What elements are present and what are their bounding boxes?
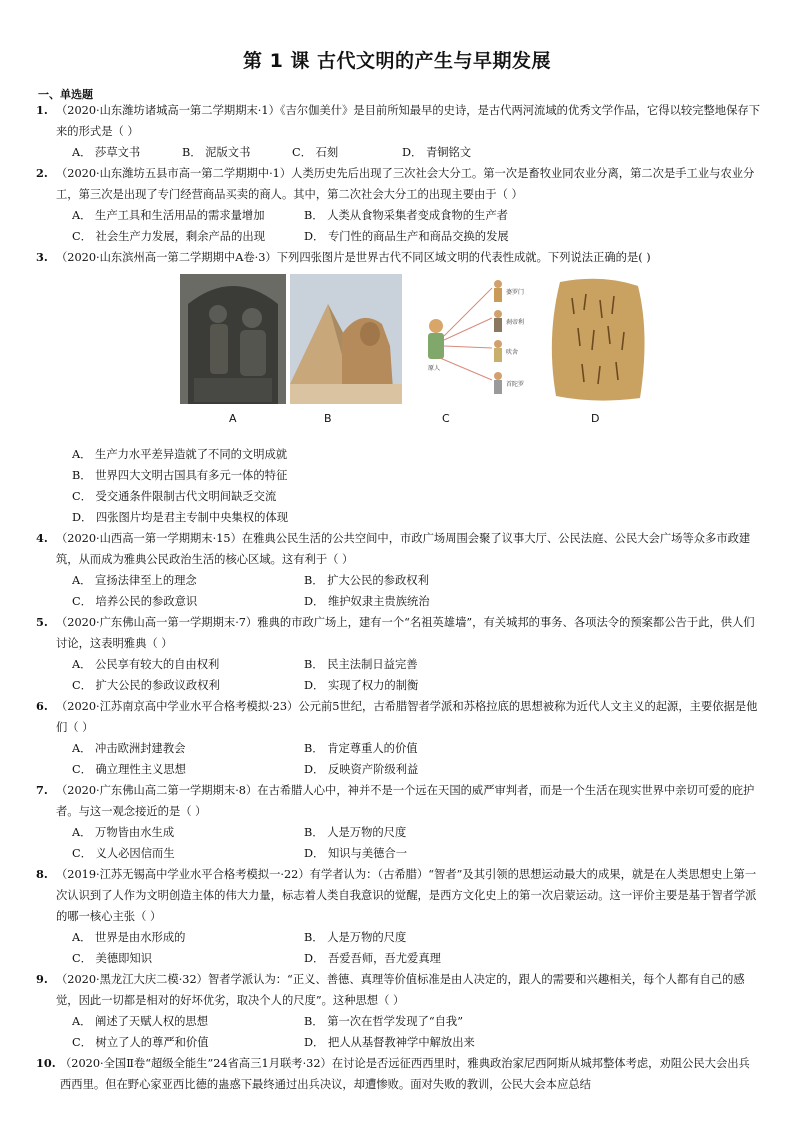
question-stem: （2020·江苏南京高中学业水平合格考模拟·23）公元前5世纪，古希腊智者学派和苏格拉底的思想被称为近代人文主义的起源，主要依据是他们（ ） — [56, 700, 758, 734]
option-a: A． 宣扬法律至上的理念 — [72, 574, 197, 587]
caste-label-shudra: 首陀罗 — [506, 381, 525, 388]
option-b: B． 人是万物的尺度 — [304, 826, 407, 839]
question-4 — [36, 528, 760, 612]
question-stem: （2020·山东潍坊五县市高一第二学期期中·1）人类历史先后出现了三次社会大分工。第一次是畜牧业同农业分离，第二次是手工业与农业分工，第三次是出现了专门经营商品买卖的商人。其中，第二次社会大分工的出现主要由于（ ） — [56, 167, 755, 201]
question-10 — [36, 1053, 760, 1095]
question-number: 2. — [36, 166, 48, 180]
question-list — [36, 100, 760, 1095]
option-d: D． 青铜铭文 — [402, 146, 472, 159]
option-c: C． 社会生产力发展，剩余产品的出现 — [72, 230, 265, 243]
question-stem: （2020·广东佛山高一第一学期期末·7）雅典的市政广场上，建有一个“名祖英雄墙”，有关城邦的事务、各项法令的预案都公告于此，供人们讨论，这表明雅典（ ） — [56, 616, 755, 650]
page-title: 第 1 课 古代文明的产生与早期发展 — [242, 50, 552, 72]
option-d: D． 四张图片均是君主专制中央集权的体现 — [72, 511, 288, 524]
caste-diagram-image — [406, 274, 536, 404]
question-number: 10. — [36, 1056, 56, 1070]
option-b: B． 肯定尊重人的价值 — [304, 742, 418, 755]
oracle-bone-image — [542, 274, 652, 404]
option-d: D． 知识与美德合一 — [304, 847, 408, 860]
question-number: 1. — [36, 103, 48, 117]
question-stem: （2020·山东潍坊诸城高一第二学期期末·1）《吉尔伽美什》是目前所知最早的史诗，是古代两河流域的优秀文学作品，它得以较完整地保存下来的形式是（ ） — [56, 104, 760, 138]
hammurabi-stele-image — [180, 274, 286, 404]
option-b: B． 人类从食物采集者变成食物的生产者 — [304, 209, 508, 222]
option-d: D． 吾爱吾师，吾尤爱真理 — [304, 952, 441, 965]
option-c: C． 美德即知识 — [72, 952, 153, 965]
question-5 — [36, 612, 760, 696]
question-number: 6. — [36, 699, 48, 713]
option-c: C． 义人必因信而生 — [72, 847, 175, 860]
question-6 — [36, 696, 760, 780]
option-a: A． 阐述了天赋人权的思想 — [72, 1015, 209, 1028]
option-d: D． 反映资产阶级利益 — [304, 763, 419, 776]
pyramid-sphinx-image — [290, 274, 402, 404]
question-stem: （2020·山东滨州高一第二学期期中A卷·3）下列四张图片是世界古代不同区域文明的代表性成就。下列说法正确的是( ) — [56, 251, 651, 264]
option-a: A． 万物皆由水生成 — [72, 826, 175, 839]
option-c: C． 石刻 — [292, 146, 339, 159]
question-stem: （2020·全国Ⅱ卷“超级全能生”24省高三1月联考·32）在讨论是否远征西西里时，雅典政治家尼西阿斯从城邦整体考虑，劝阻公民大会出兵西西里。但在野心家亚西比德的蛊惑下最终通过出兵决议，却遭惨败。面对失败的教训，公民大会本应总结 — [60, 1057, 750, 1091]
option-c: C． 培养公民的参政意识 — [72, 595, 198, 608]
question-stem: （2020·黑龙江大庆二模·32）智者学派认为：“正义、善德、真理等价值标准是由人决定的，跟人的需要和兴趣相关，每个人都有自己的感觉，因此一切都是相对的好坏优劣，取决个人的尺度”。这种思想（ ） — [56, 973, 745, 1007]
option-a: A． 冲击欧洲封建教会 — [72, 742, 186, 755]
figure-row — [36, 268, 760, 444]
question-stem: （2019·江苏无锡高中学业水平合格考模拟一·22）有学者认为：（古希腊）“智者”及其引领的思想运动最大的成果，就是在人类思想史上第一次认识到了人作为文明创造主体的伟大力量，标志着人类自我意识的觉醒，是西方文化史上的第一次启蒙运动。这一评价主要是基于智者学派的哪一核心主张（ ） — [56, 868, 757, 923]
option-c: C． 扩大公民的参政议政权利 — [72, 679, 220, 692]
option-a: A． 莎草文书 — [72, 146, 141, 159]
option-c: C． 树立了人的尊严和价值 — [72, 1036, 209, 1049]
option-c: C． 确立理性主义思想 — [72, 763, 186, 776]
question-stem: （2020·山西高一第一学期期末·15）在雅典公民生活的公共空间中，市政广场周围会聚了议事大厅、公民法庭、公民大会广场等众多市政建筑，从而成为雅典公民政治生活的核心区域。这有利于（ ） — [56, 532, 751, 566]
question-number: 3. — [36, 250, 48, 264]
section-heading: 一、单选题 — [38, 88, 93, 101]
figure-label-b: B — [324, 412, 332, 425]
question-9 — [36, 969, 760, 1053]
question-2 — [36, 163, 760, 247]
figure-label-c: C — [442, 412, 450, 425]
option-d: D． 维护奴隶主贵族统治 — [304, 595, 430, 608]
question-number: 9. — [36, 972, 48, 986]
option-d: D． 把人从基督教神学中解放出来 — [304, 1036, 475, 1049]
option-a: A． 生产力水平差异造就了不同的文明成就 — [72, 448, 288, 461]
caste-label-vaishya: 吠舍 — [506, 349, 519, 356]
option-b: B． 第一次在哲学发现了“自我” — [304, 1015, 464, 1028]
option-a: A． 生产工具和生活用品的需求量增加 — [72, 209, 265, 222]
option-c: C． 受交通条件限制古代文明间缺乏交流 — [72, 490, 277, 503]
caste-origin-label: 原人 — [428, 365, 441, 372]
option-d: D． 实现了权力的制衡 — [304, 679, 419, 692]
option-b: B． 世界四大文明古国具有多元一体的特征 — [72, 469, 288, 482]
figure-label-a: A — [229, 412, 237, 425]
question-number: 7. — [36, 783, 48, 797]
option-a: A． 世界是由水形成的 — [72, 931, 186, 944]
question-number: 8. — [36, 867, 48, 881]
option-b: B． 人是万物的尺度 — [304, 931, 407, 944]
question-3 — [36, 247, 760, 528]
question-7 — [36, 780, 760, 864]
option-b: B． 泥版文书 — [182, 146, 251, 159]
option-d: D． 专门性的商品生产和商品交换的发展 — [304, 230, 509, 243]
figure-label-d: D — [591, 412, 600, 425]
question-number: 4. — [36, 531, 48, 545]
question-number: 5. — [36, 615, 48, 629]
option-a: A． 公民享有较大的自由权利 — [72, 658, 220, 671]
caste-label-brahmin: 婆罗门 — [506, 289, 525, 296]
option-b: B． 扩大公民的参政权利 — [304, 574, 429, 587]
question-stem: （2020·广东佛山高二第一学期期末·8）在古希腊人心中，神并不是一个远在天国的威严审判者，而是一个生活在现实世界中亲切可爱的庇护者。与这一观念接近的是（ ） — [56, 784, 755, 818]
caste-label-kshatriya: 刹帝利 — [506, 319, 525, 326]
option-b: B． 民主法制日益完善 — [304, 658, 418, 671]
question-8 — [36, 864, 760, 969]
question-1 — [36, 100, 760, 163]
